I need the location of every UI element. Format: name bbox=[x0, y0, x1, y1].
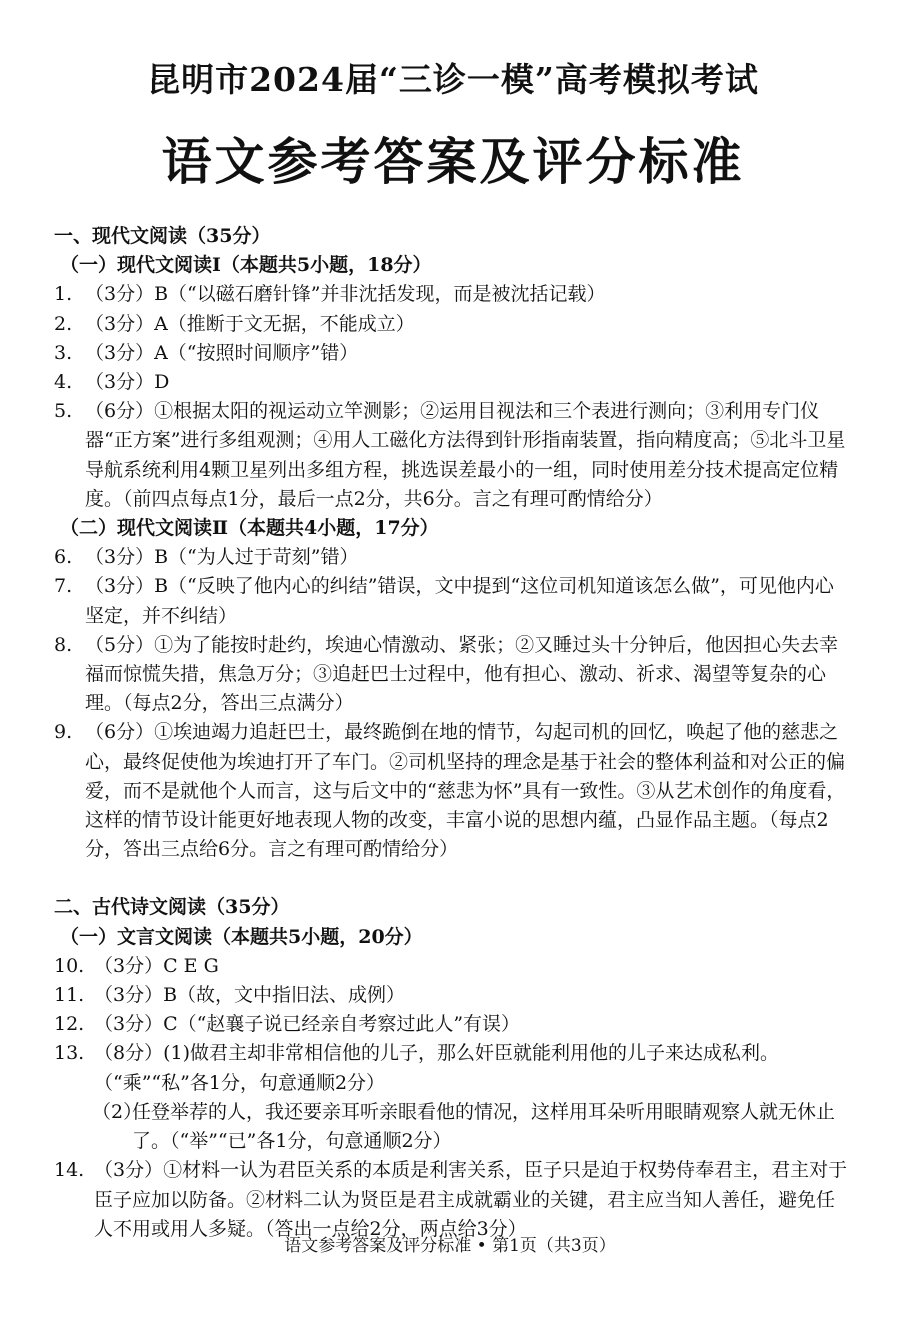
answer-item bbox=[54, 397, 852, 514]
item-text: （3分）B（“为人过于苛刻”错） bbox=[85, 546, 359, 569]
item-number: 5. bbox=[54, 400, 73, 423]
answer-item bbox=[54, 368, 852, 397]
item-text: （3分）D bbox=[85, 371, 170, 394]
exam-title: 昆明市2024届“三诊一模”高考模拟考试 bbox=[147, 60, 759, 99]
answer-item bbox=[54, 1039, 852, 1097]
item-number: 1. bbox=[54, 283, 73, 306]
document-title: 语文参考答案及评分标准 bbox=[161, 132, 745, 191]
item-number: 4. bbox=[54, 371, 73, 394]
answer-item bbox=[54, 543, 852, 572]
subitem-number: （2） bbox=[92, 1100, 143, 1123]
item-number: 12. bbox=[54, 1013, 85, 1036]
answer-item bbox=[54, 631, 852, 719]
subsection-heading: （二）现代文阅读Ⅱ（本题共4小题，17分） bbox=[60, 517, 439, 540]
item-number: 13. bbox=[54, 1042, 85, 1065]
item-text: （3分）C（“赵襄子说已经亲自考察过此人”有误） bbox=[94, 1013, 521, 1036]
item-number: 8. bbox=[54, 633, 73, 656]
item-number: 14. bbox=[54, 1159, 85, 1182]
item-number: 9. bbox=[54, 721, 73, 744]
page-footer: 语文参考答案及评分标准 • 第1页（共3页） bbox=[284, 1236, 616, 1256]
item-number: 10. bbox=[54, 954, 85, 977]
answer-item bbox=[54, 339, 852, 368]
item-number: 2. bbox=[54, 312, 73, 335]
answer-item bbox=[54, 1156, 852, 1244]
item-number: 11. bbox=[54, 984, 85, 1007]
answer-item bbox=[54, 310, 852, 339]
answer-subitem bbox=[54, 1098, 852, 1156]
answer-item bbox=[54, 952, 852, 981]
section-spacer bbox=[54, 864, 852, 893]
answer-item bbox=[54, 718, 852, 864]
item-text: （3分）①材料一认为君臣关系的本质是利害关系，臣子只是迫于权势侍奉君主，君主对于臣子应加以防备。②材料二认为贤臣是君主成就霸业的关键，君主应当知人善任，避免任人不用或用人多疑。（答出一点给2分，两点给3分） bbox=[94, 1159, 848, 1240]
item-text: （3分）B（“以磁石磨针锋”并非沈括发现，而是被沈括记载） bbox=[85, 283, 606, 306]
item-text: （5分）①为了能按时赴约，埃迪心情激动、紧张；②又睡过头十分钟后，他因担心失去幸福而惊慌失措，焦急万分；③追赶巴士过程中，他有担心、激动、祈求、渴望等复杂的心理。（每点2分，答出三点满分） bbox=[85, 633, 839, 715]
item-text: （6分）①埃迪竭力追赶巴士，最终跪倒在地的情节，勾起司机的回忆，唤起了他的慈悲之心，最终促使他为埃迪打开了车门。②司机坚持的理念是基于社会的整体利益和对公正的偏爱，而不是就他个人而言，这与后文中的“慈悲为怀”具有一致性。③从艺术创作的角度看，这样的情节设计能更好地表现人物的改变，丰富小说的思想内蕴，凸显作品主题。（每点2分，答出三点给6分。言之有理可酌情给分） bbox=[85, 721, 846, 861]
item-number: 7. bbox=[54, 575, 73, 598]
subsection-heading: （一）现代文阅读Ⅰ（本题共5小题，18分） bbox=[60, 254, 432, 277]
item-text: （8分）(1)做君主却非常相信他的儿子，那么奸臣就能利用他的儿子来达成私利。（“乘”“私”各1分，句意通顺2分） bbox=[94, 1042, 780, 1094]
item-text: （6分）①根据太阳的视运动立竿测影；②运用目视法和三个表进行测向；③利用专门仪器“正方案”进行多组观测；④用人工磁化方法得到针形指南装置，指向精度高；⑤北斗卫星导航系统利用4颗卫星列出多组方程，挑选误差最小的一组，同时使用差分技术提高定位精度。（前四点每点1分，最后一点2分，共6分。言之有理可酌情给分） bbox=[85, 400, 846, 510]
item-text: （3分）B（故，文中指旧法、成例） bbox=[94, 984, 406, 1007]
item-text: （3分）C E G bbox=[94, 954, 219, 977]
answer-item bbox=[54, 981, 852, 1010]
item-text: （3分）A（“按照时间顺序”错） bbox=[85, 341, 359, 364]
section-heading: 一、现代文阅读（35分） bbox=[54, 225, 271, 247]
subitem-text: 任登举荐的人，我还要亲耳听亲眼看他的情况，这样用耳朵听用眼睛观察人就无休止了。（“举”“已”各1分，句意通顺2分） bbox=[132, 1100, 836, 1153]
answer-item bbox=[54, 1010, 852, 1039]
item-number: 3. bbox=[54, 341, 73, 364]
answer-item bbox=[54, 280, 852, 309]
item-number: 6. bbox=[54, 546, 73, 569]
item-text: （3分）B（“反映了他内心的纠结”错误，文中提到“这位司机知道该怎么做”，可见他内心坚定，并不纠结） bbox=[85, 575, 834, 627]
section-heading: 二、古代诗文阅读（35分） bbox=[54, 896, 290, 919]
answer-content bbox=[54, 222, 852, 1244]
answer-item bbox=[54, 572, 852, 630]
subsection-heading: （一）文言文阅读（本题共5小题，20分） bbox=[60, 925, 423, 948]
item-text: （3分）A（推断于文无据，不能成立） bbox=[85, 312, 415, 335]
